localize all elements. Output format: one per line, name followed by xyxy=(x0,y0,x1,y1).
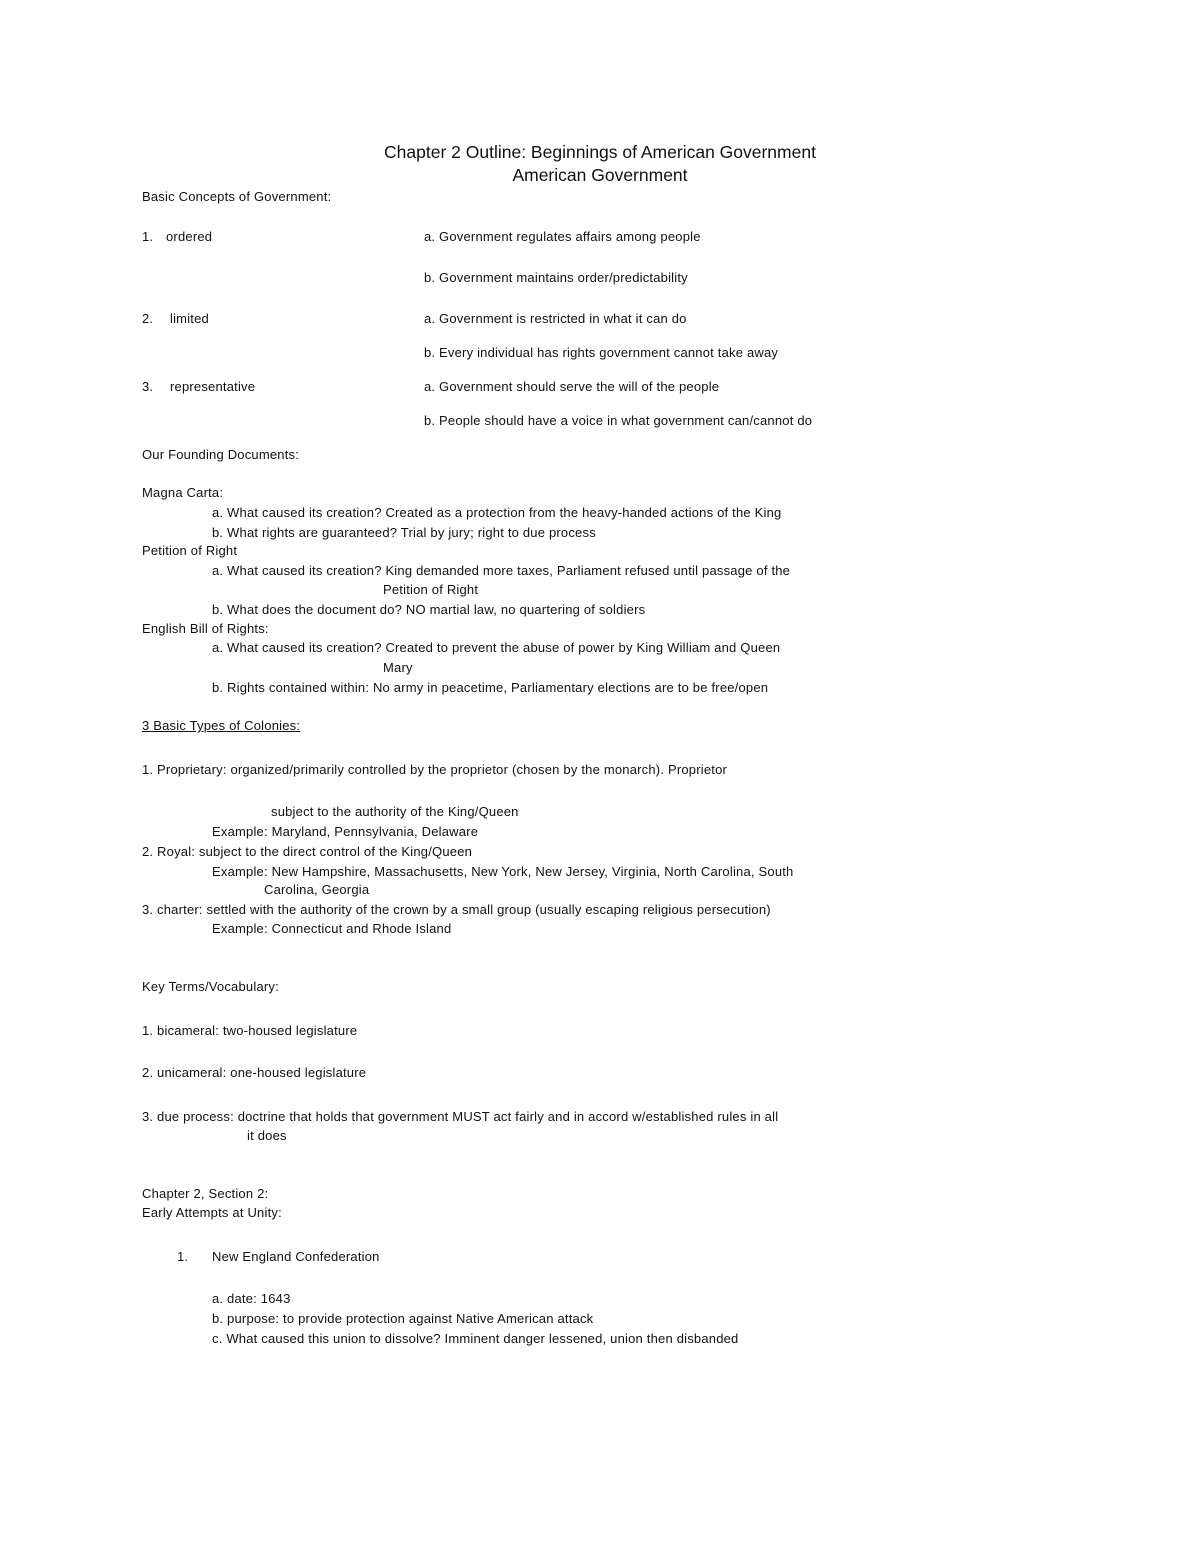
petition-of-right-point-a: a. What caused its creation? King demanded more taxes, Parliament refused until passage of the xyxy=(212,563,791,578)
magna-carta-label: Magna Carta: xyxy=(142,485,224,500)
concept-point-a: a. Government should serve the will of the people xyxy=(424,379,720,394)
royal-example-cont: Carolina, Georgia xyxy=(264,882,370,897)
concept-point-a: a. Government regulates affairs among people xyxy=(424,229,701,244)
colonies-heading: 3 Basic Types of Colonies: xyxy=(142,718,301,733)
english-bill-of-rights-label: English Bill of Rights: xyxy=(142,621,269,636)
section-2-item-label: New England Confederation xyxy=(212,1249,380,1264)
english-bill-point-a-cont: Mary xyxy=(383,660,413,675)
charter-colony: 3. charter: settled with the authority of the crown by a small group (usually escaping religious persecution) xyxy=(142,902,771,917)
petition-of-right-point-b: b. What does the document do? NO martial law, no quartering of soldiers xyxy=(212,602,646,617)
vocab-term: 2. unicameral: one-housed legislature xyxy=(142,1065,367,1080)
founding-documents-heading: Our Founding Documents: xyxy=(142,447,300,462)
proprietary-colony-cont: subject to the authority of the King/Queen xyxy=(271,804,519,819)
concept-point-b: b. Government maintains order/predictability xyxy=(424,270,688,285)
section-2-subheading: Early Attempts at Unity: xyxy=(142,1205,282,1220)
petition-of-right-point-a-cont: Petition of Right xyxy=(383,582,479,597)
concept-number: 2. xyxy=(142,311,154,326)
royal-colony: 2. Royal: subject to the direct control of the King/Queen xyxy=(142,844,473,859)
vocabulary-heading: Key Terms/Vocabulary: xyxy=(142,979,279,994)
royal-example: Example: New Hampshire, Massachusetts, New York, New Jersey, Virginia, North Carolina, South xyxy=(212,864,794,879)
english-bill-point-b: b. Rights contained within: No army in peacetime, Parliamentary elections are to be free/open xyxy=(212,680,769,695)
page-subtitle: American Government xyxy=(512,165,688,185)
petition-of-right-label: Petition of Right xyxy=(142,543,238,558)
concept-term: ordered xyxy=(166,229,213,244)
concept-point-a: a. Government is restricted in what it can do xyxy=(424,311,687,326)
section-2-point-c: c. What caused this union to dissolve? Imminent danger lessened, union then disbanded xyxy=(212,1331,739,1346)
page-title: Chapter 2 Outline: Beginnings of American Government xyxy=(384,142,816,162)
vocab-term: 3. due process: doctrine that holds that government MUST act fairly and in accord w/established rules in all xyxy=(142,1109,779,1124)
concept-number: 1. xyxy=(142,229,154,244)
charter-example: Example: Connecticut and Rhode Island xyxy=(212,921,452,936)
concept-term: representative xyxy=(170,379,256,394)
vocab-term-cont: it does xyxy=(247,1128,287,1143)
english-bill-point-a: a. What caused its creation? Created to prevent the abuse of power by King William and Queen xyxy=(212,640,781,655)
magna-carta-point-a: a. What caused its creation? Created as a protection from the heavy-handed actions of the King xyxy=(212,505,782,520)
magna-carta-point-b: b. What rights are guaranteed? Trial by jury; right to due process xyxy=(212,525,596,540)
proprietary-colony: 1. Proprietary: organized/primarily controlled by the proprietor (chosen by the monarch). Proprietor xyxy=(142,762,728,777)
section-2-point-a: a. date: 1643 xyxy=(212,1291,291,1306)
concept-point-b: b. Every individual has rights government cannot take away xyxy=(424,345,779,360)
concept-term: limited xyxy=(170,311,209,326)
section-2-heading: Chapter 2, Section 2: xyxy=(142,1186,269,1201)
section-2-item-number: 1. xyxy=(177,1249,189,1264)
concept-number: 3. xyxy=(142,379,154,394)
basic-concepts-heading: Basic Concepts of Government: xyxy=(142,189,332,204)
section-2-point-b: b. purpose: to provide protection against Native American attack xyxy=(212,1311,594,1326)
vocab-term: 1. bicameral: two-housed legislature xyxy=(142,1023,358,1038)
proprietary-example: Example: Maryland, Pennsylvania, Delaware xyxy=(212,824,479,839)
concept-point-b: b. People should have a voice in what government can/cannot do xyxy=(424,413,813,428)
